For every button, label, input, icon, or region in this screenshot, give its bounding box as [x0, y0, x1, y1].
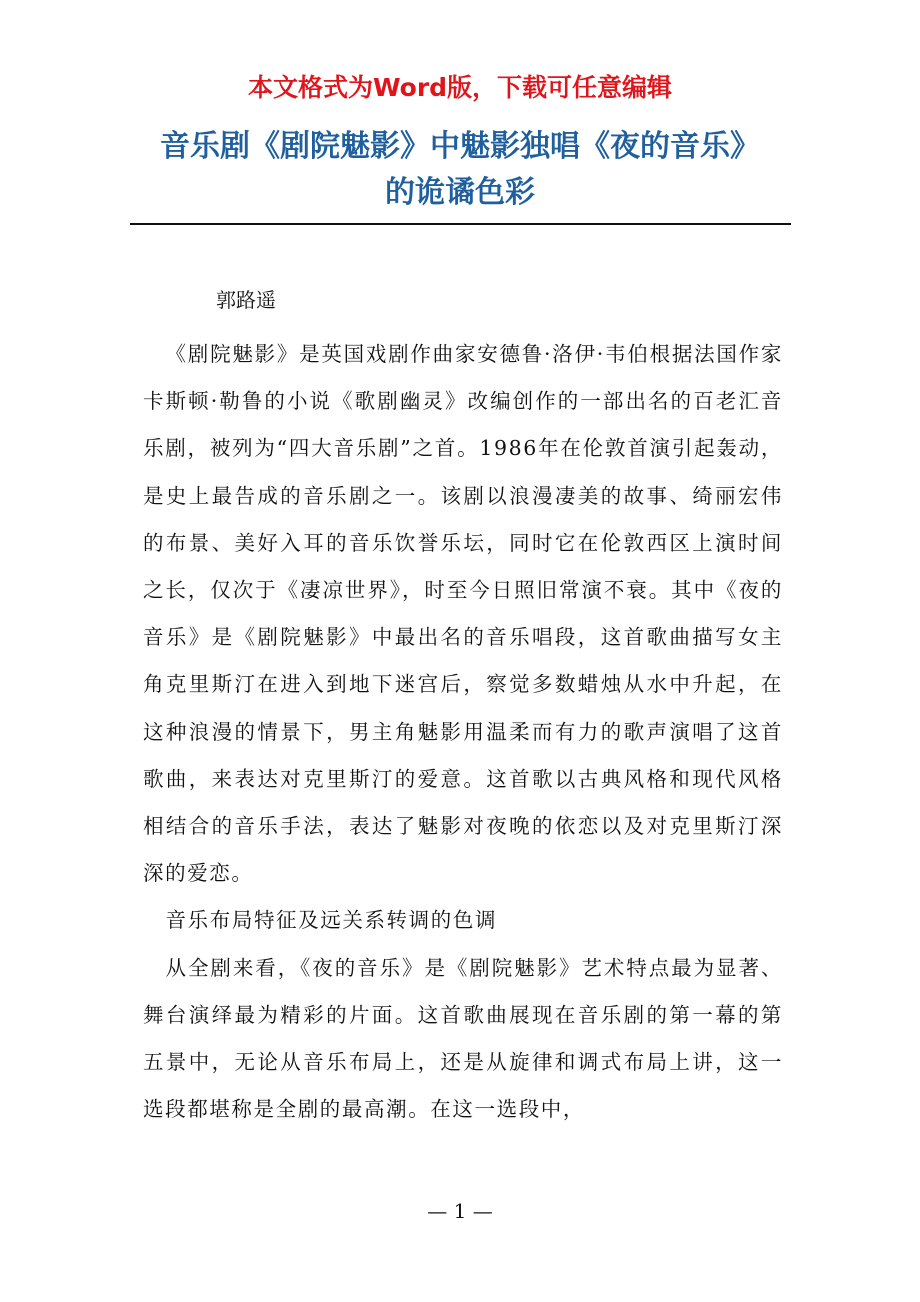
- document-body: [143, 331, 783, 1133]
- page-number: — 1 —: [427, 1199, 493, 1223]
- document-title: [120, 124, 800, 216]
- section-heading: 音乐布局特征及远关系转调的色调: [165, 908, 498, 933]
- download-banner: 本文格式为Word版，下载可任意编辑: [247, 73, 673, 102]
- author-name: 郭路遥: [216, 288, 276, 312]
- title-divider: [130, 223, 791, 225]
- title-line-1: 音乐剧《剧院魅影》中魅影独唱《夜的音乐》: [160, 129, 760, 164]
- paragraph-analysis: 从全剧来看，《夜的音乐》是《剧院魅影》艺术特点最为显著、舞台演绎最为精彩的片面。这首歌曲展现在音乐剧的第一幕的第五景中，无论从音乐布局上，还是从旋律和调式布局上讲，这一选段都堪称是全剧的最高潮。在这一选段中，: [143, 955, 783, 1122]
- paragraph-intro: 《剧院魅影》是英国戏剧作曲家安德鲁·洛伊·韦伯根据法国作家卡斯顿·勒鲁的小说《歌剧幽灵》改编创作的一部出名的百老汇音乐剧，被列为“四大音乐剧”之首。1986年在伦敦首演引起轰动，是史上最告成的音乐剧之一。该剧以浪漫凄美的故事、绮丽宏伟的布景、美好入耳的音乐饮誉乐坛，同时它在伦敦西区上演时间之长，仅次于《凄凉世界》，时至今日照旧常演不衰。其中《夜的音乐》是《剧院魅影》中最出名的音乐唱段，这首歌曲描写女主角克里斯汀在进入到地下迷宫后，察觉多数蜡烛从水中升起，在这种浪漫的情景下，男主角魅影用温柔而有力的歌声演唱了这首歌曲，来表达对克里斯汀的爱意。这首歌以古典风格和现代风格相结合的音乐手法，表达了魅影对夜晚的依恋以及对克里斯汀深深的爱恋。: [143, 342, 783, 886]
- title-line-2: 的诡谲色彩: [385, 175, 535, 210]
